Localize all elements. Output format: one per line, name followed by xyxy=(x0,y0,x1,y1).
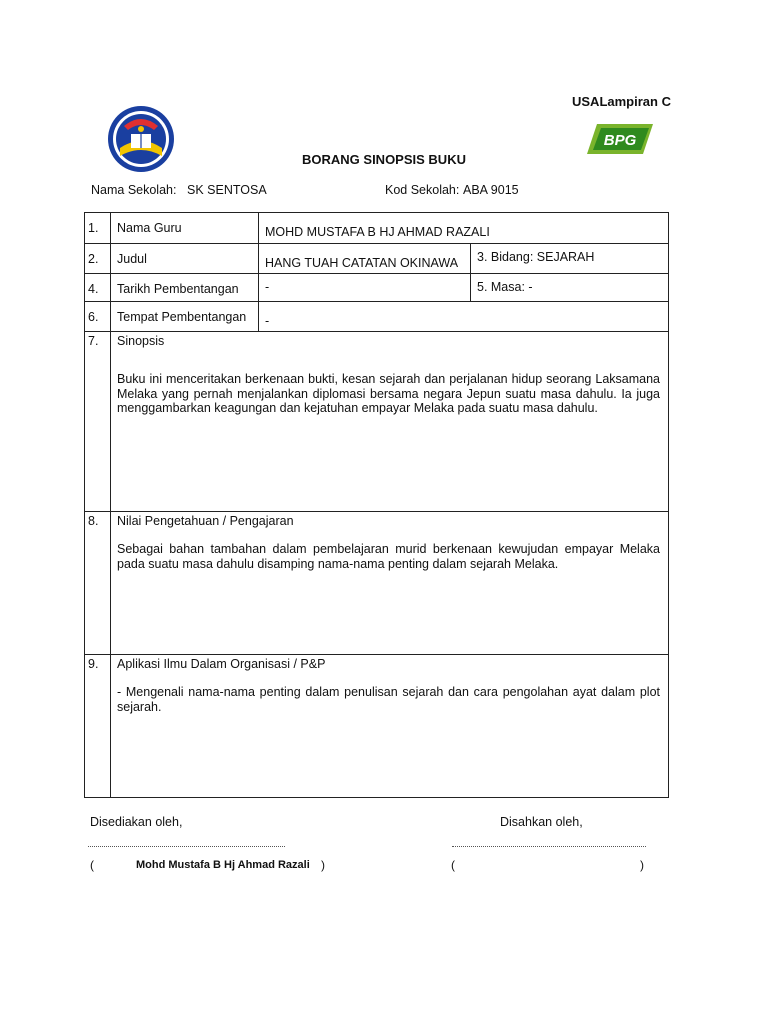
school-code-label: Kod Sekolah: xyxy=(385,183,460,197)
open-paren: ( xyxy=(90,858,94,872)
values-label: Nilai Pengetahuan / Pengajaran xyxy=(117,514,294,528)
time-value: 5. Masa: - xyxy=(471,274,669,302)
venue-label: Tempat Pembentangan xyxy=(111,302,259,332)
prepared-name: Mohd Mustafa B Hj Ahmad Razali xyxy=(136,859,310,871)
school-name-value: SK SENTOSA xyxy=(187,183,267,197)
teacher-label: Nama Guru xyxy=(111,213,259,244)
school-name-label: Nama Sekolah: xyxy=(91,183,177,197)
row-number: 7. xyxy=(85,332,111,512)
book-title-value: HANG TUAH CATATAN OKINAWA xyxy=(259,244,471,274)
application-label: Aplikasi Ilmu Dalam Organisasi / P&P xyxy=(117,657,326,671)
close-paren: ) xyxy=(640,858,644,872)
date-label: Tarikh Pembentangan xyxy=(111,274,259,302)
venue-value: - xyxy=(259,302,669,332)
school-code-value: ABA 9015 xyxy=(463,183,519,197)
close-paren: ) xyxy=(321,858,325,872)
application-cell xyxy=(111,655,669,798)
values-text: Sebagai bahan tambahan dalam pembelajaran murid berkenaan kewujudan empayar Melaka pada suatu masa dahulu disamping nama-nama penting dalam sejarah Melaka. xyxy=(117,542,660,571)
bpg-logo-text: BPG xyxy=(603,132,637,149)
synopsis-form-table xyxy=(84,212,669,798)
application-text: - Mengenali nama-nama penting dalam penulisan sejarah dan cara pengolahan ayat dalam plot sejarah. xyxy=(117,685,660,714)
lampiran-label: USALampiran C xyxy=(572,94,671,109)
row-teacher xyxy=(85,213,669,244)
row-date xyxy=(85,274,669,302)
synopsis-text: Buku ini menceritakan berkenaan bukti, kesan sejarah dan perjalanan hidup seorang Laksamana Melaka yang pernah menjalankan diplomasi bersama negara Jepun suatu masa dahulu. Ia juga menggambarkan keagungan dan kejatuhan empayar Melaka pada suatu masa dahulu. xyxy=(117,372,660,415)
row-number: 8. xyxy=(85,512,111,655)
row-application xyxy=(85,655,669,798)
prepared-by-label: Disediakan oleh, xyxy=(90,815,183,829)
row-values xyxy=(85,512,669,655)
row-title xyxy=(85,244,669,274)
teacher-value: MOHD MUSTAFA B HJ AHMAD RAZALI xyxy=(259,213,669,244)
book-title-label: Judul xyxy=(111,244,259,274)
approved-by-label: Disahkan oleh, xyxy=(500,815,583,829)
approved-signature-line xyxy=(452,846,646,847)
row-synopsis xyxy=(85,332,669,512)
values-cell xyxy=(111,512,669,655)
date-value: - xyxy=(259,274,471,302)
prepared-signature-line xyxy=(88,846,285,847)
synopsis-cell xyxy=(111,332,669,512)
row-number: 6. xyxy=(85,302,111,332)
synopsis-label: Sinopsis xyxy=(117,334,165,348)
field-value: 3. Bidang: SEJARAH xyxy=(471,244,669,274)
form-title: BORANG SINOPSIS BUKU xyxy=(302,152,466,167)
row-number: 9. xyxy=(85,655,111,798)
row-number: 1. xyxy=(85,213,111,244)
row-number: 2. xyxy=(85,244,111,274)
row-venue xyxy=(85,302,669,332)
row-number: 4. xyxy=(85,274,111,302)
open-paren: ( xyxy=(451,858,455,872)
